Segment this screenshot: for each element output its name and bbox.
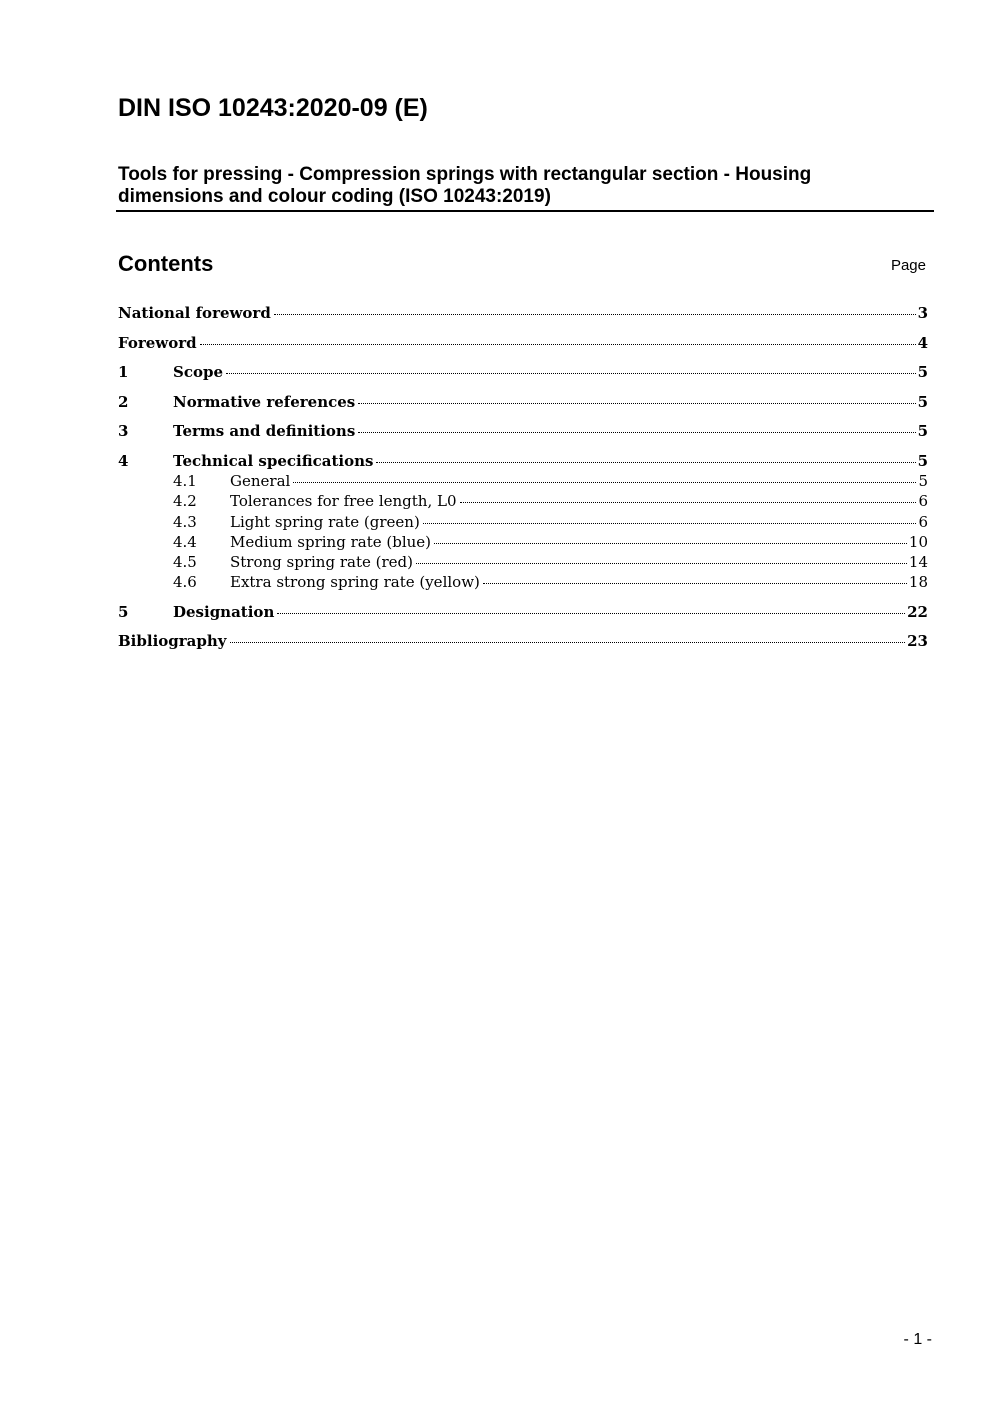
toc-entry-page: 6 — [918, 492, 928, 510]
toc-entry-tolerances-free-length[interactable] — [118, 492, 928, 512]
toc-entry-scope[interactable] — [118, 363, 928, 383]
toc-entry-strong-spring-rate[interactable] — [118, 553, 928, 573]
toc-leader — [423, 523, 917, 524]
toc-entry-page: 5 — [917, 422, 928, 440]
toc-entry-page: 6 — [918, 513, 928, 531]
toc-entry-label: Light spring rate (green) — [230, 513, 420, 531]
document-title: Tools for pressing - Compression springs with rectangular section - Housing dimensions and colour coding (ISO 10243:2019) — [118, 164, 812, 207]
toc-leader — [358, 403, 915, 404]
footer-page-number: - 1 - — [903, 1331, 932, 1348]
toc-entry-medium-spring-rate[interactable] — [118, 533, 928, 553]
toc-entry-label: Scope — [173, 363, 224, 381]
toc-entry-technical-specifications[interactable] — [118, 452, 928, 472]
toc-entry-page: 10 — [908, 533, 928, 551]
toc-entry-number: 1 — [118, 363, 129, 381]
contents-heading: Contents — [118, 251, 214, 276]
toc-entry-number: 2 — [118, 393, 129, 411]
toc-entry-designation[interactable] — [118, 603, 928, 623]
toc-leader — [277, 613, 905, 614]
toc-entry-normative-references[interactable] — [118, 393, 928, 413]
toc-leader — [434, 543, 907, 544]
toc-entry-label: Terms and definitions — [173, 422, 356, 440]
toc-entry-label: Tolerances for free length, L0 — [230, 492, 457, 510]
toc-leader — [416, 563, 907, 564]
toc-entry-label: Medium spring rate (blue) — [230, 533, 432, 551]
title-rule — [116, 210, 934, 212]
toc-leader — [376, 462, 915, 463]
document-id: DIN ISO 10243:2020-09 (E) — [118, 94, 428, 122]
toc-entry-label: National foreword — [118, 304, 271, 322]
page-column-label: Page — [890, 257, 926, 274]
toc-entry-number: 5 — [118, 603, 129, 621]
toc-leader — [358, 432, 915, 433]
toc-entry-page: 3 — [917, 304, 928, 322]
toc-entry-number: 4.1 — [173, 472, 197, 490]
toc-entry-label: Strong spring rate (red) — [230, 553, 413, 571]
toc-entry-extra-strong-spring-rate[interactable] — [118, 573, 928, 593]
toc-entry-page: 5 — [917, 393, 928, 411]
toc-entry-number: 4.5 — [173, 553, 197, 571]
toc-entry-light-spring-rate[interactable] — [118, 513, 928, 533]
toc-entry-bibliography[interactable] — [118, 632, 928, 652]
toc-entry-national-foreword[interactable] — [118, 304, 928, 324]
toc-entry-label: Bibliography — [118, 632, 227, 650]
toc-entry-number: 4.2 — [173, 492, 197, 510]
toc-leader — [483, 583, 907, 584]
toc-leader — [274, 314, 916, 315]
toc-entry-page: 23 — [907, 632, 928, 650]
toc-entry-foreword[interactable] — [118, 334, 928, 354]
toc-entry-page: 5 — [917, 452, 928, 470]
toc-entry-page: 22 — [907, 603, 928, 621]
toc-entry-terms-and-definitions[interactable] — [118, 422, 928, 442]
toc-leader — [460, 502, 917, 503]
toc-entry-number: 3 — [118, 422, 129, 440]
toc-entry-number: 4.4 — [173, 533, 197, 551]
toc-leader — [226, 373, 916, 374]
toc-entry-number: 4 — [118, 452, 129, 470]
toc-entry-number: 4.3 — [173, 513, 197, 531]
toc-entry-page: 14 — [908, 553, 928, 571]
toc-entry-label: Foreword — [118, 334, 197, 352]
toc-entry-page: 4 — [917, 334, 928, 352]
toc-entry-label: Technical specifications — [173, 452, 374, 470]
toc-entry-label: Designation — [173, 603, 275, 621]
toc-entry-label: Normative references — [173, 393, 356, 411]
toc-entry-label: Extra strong spring rate (yellow) — [230, 573, 480, 591]
toc-leader — [230, 642, 906, 643]
toc-leader — [200, 344, 916, 345]
toc-entry-number: 4.6 — [173, 573, 197, 591]
toc-entry-general[interactable] — [118, 472, 928, 492]
toc-entry-label: General — [230, 472, 291, 490]
toc-entry-page: 5 — [917, 363, 928, 381]
toc-entry-page: 18 — [908, 573, 928, 591]
toc-entry-page: 5 — [918, 472, 928, 490]
toc-leader — [293, 482, 916, 483]
